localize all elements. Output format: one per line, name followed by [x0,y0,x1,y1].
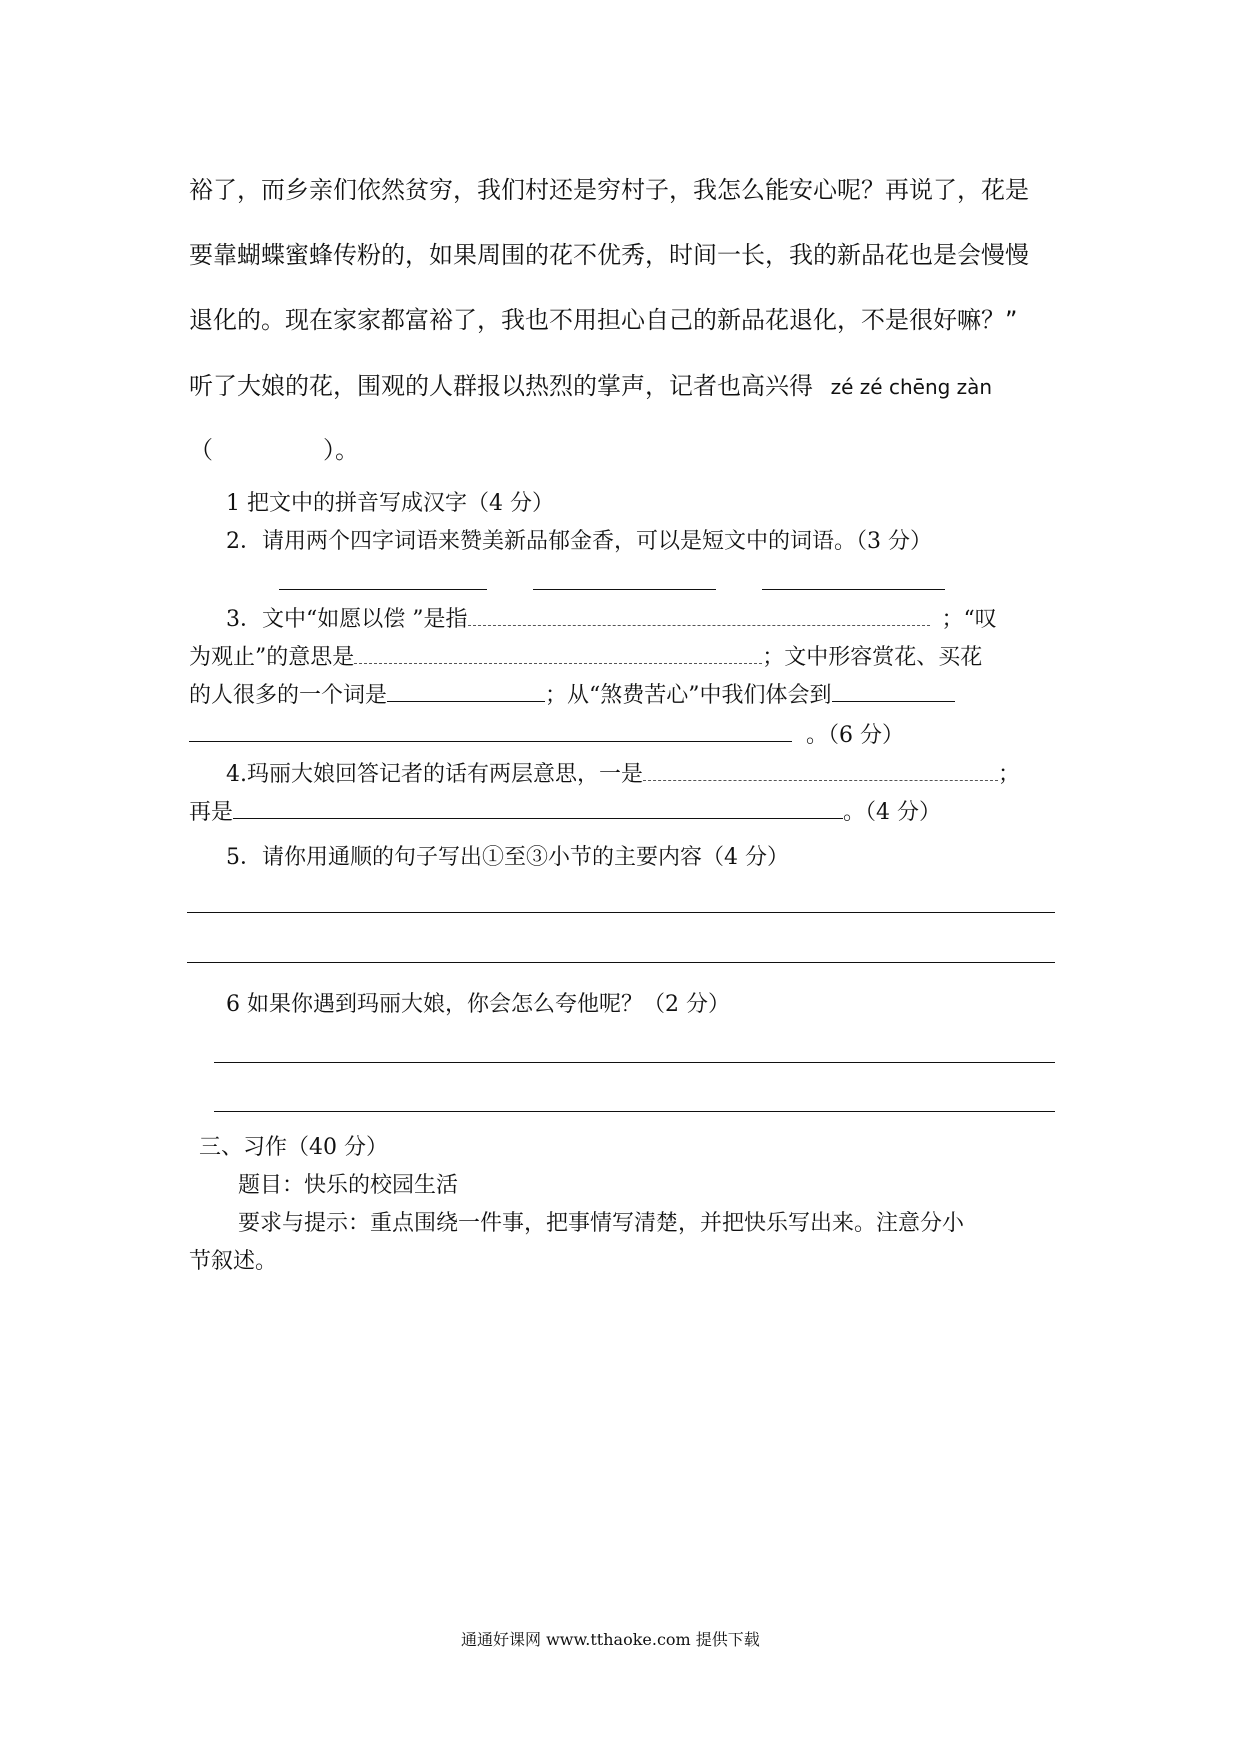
question-5: 5．请你用通顺的句子写出①至③小节的主要内容（4 分） [226,845,789,870]
q4-part-a: 4.玛丽大娘回答记者的话有两层意思，一是 [226,762,643,787]
pinyin-prompt: zé zé chēng zàn [830,375,993,399]
q4-blank-1[interactable] [643,779,998,781]
answer-paren-close: ）。 [323,436,359,464]
footer-credit: 通通好课网 www.tthaoke.com 提供下载 [461,1630,760,1649]
q2-answer-line-3[interactable] [762,589,945,590]
q4-part-d: 。（4 分） [843,800,942,825]
q3-blank-4[interactable] [832,700,955,702]
q5-answer-line-1[interactable] [187,912,1055,913]
question-3-line-4 [189,718,904,749]
question-1: 1 把文中的拼音写成汉字（4 分） [226,491,554,516]
q4-blank-2[interactable] [233,817,843,819]
q3-part-a: 3．文中“如愿以偿 ”是指 [226,607,468,632]
q3-blank-3[interactable] [387,700,545,702]
q4-part-c: 再是 [189,800,234,825]
passage-line-3: 退化的。现在家家都富裕了，我也不用担心自己的新品花退化，不是很好嘛？” [189,306,1018,334]
q3-part-c: 为观止”的意思是 [189,645,355,670]
q3-part-f: ；从“煞费苦心”中我们体会到 [545,683,832,708]
question-3-line-1 [226,602,997,633]
passage-line-1: 裕了，而乡亲们依然贫穷，我们村还是穷村子，我怎么能安心呢？再说了，花是 [189,176,1029,204]
answer-paren-open: （ [189,436,213,464]
q4-part-b: ； [998,762,1021,787]
question-6: 6 如果你遇到玛丽大娘，你会怎么夸他呢？（2 分） [226,992,730,1017]
question-2: 2．请用两个四字词语来赞美新品郁金香，可以是短文中的词语。（3 分） [226,529,932,554]
q3-part-d: ；文中形容赏花、买花 [762,645,983,670]
question-4-line-2 [189,795,941,826]
question-3-line-3 [189,678,955,709]
q3-blank-1[interactable] [468,624,930,626]
q6-answer-line-1[interactable] [214,1062,1055,1063]
q2-answer-line-1[interactable] [279,589,487,590]
question-4-line-1 [226,757,1020,788]
passage-line-2: 要靠蝴蝶蜜蜂传粉的，如果周围的花不优秀，时间一长，我的新品花也是会慢慢 [189,241,1029,269]
q3-part-b: ；“叹 [941,607,997,632]
q3-blank-5[interactable] [189,740,792,742]
composition-topic: 题目：快乐的校园生活 [238,1173,459,1198]
composition-requirements-line-1: 要求与提示：重点围绕一件事，把事情写清楚，并把快乐写出来。注意分小 [238,1211,965,1236]
composition-heading: 三、习作（40 分） [199,1135,388,1160]
q3-part-e: 的人很多的一个词是 [189,683,388,708]
passage-line-5 [189,430,359,465]
q6-answer-line-2[interactable] [214,1111,1055,1112]
q2-answer-line-2[interactable] [533,589,716,590]
question-3-line-2 [189,640,982,671]
q3-blank-2[interactable] [354,662,762,664]
q3-part-g: 。（6 分） [806,723,904,748]
passage-line-4 [189,366,992,401]
composition-requirements-line-2: 节叙述。 [189,1249,278,1274]
passage-line-4-text: 听了大娘的花，围观的人群报以热烈的掌声，记者也高兴得 [189,372,813,400]
q5-answer-line-2[interactable] [187,962,1055,963]
